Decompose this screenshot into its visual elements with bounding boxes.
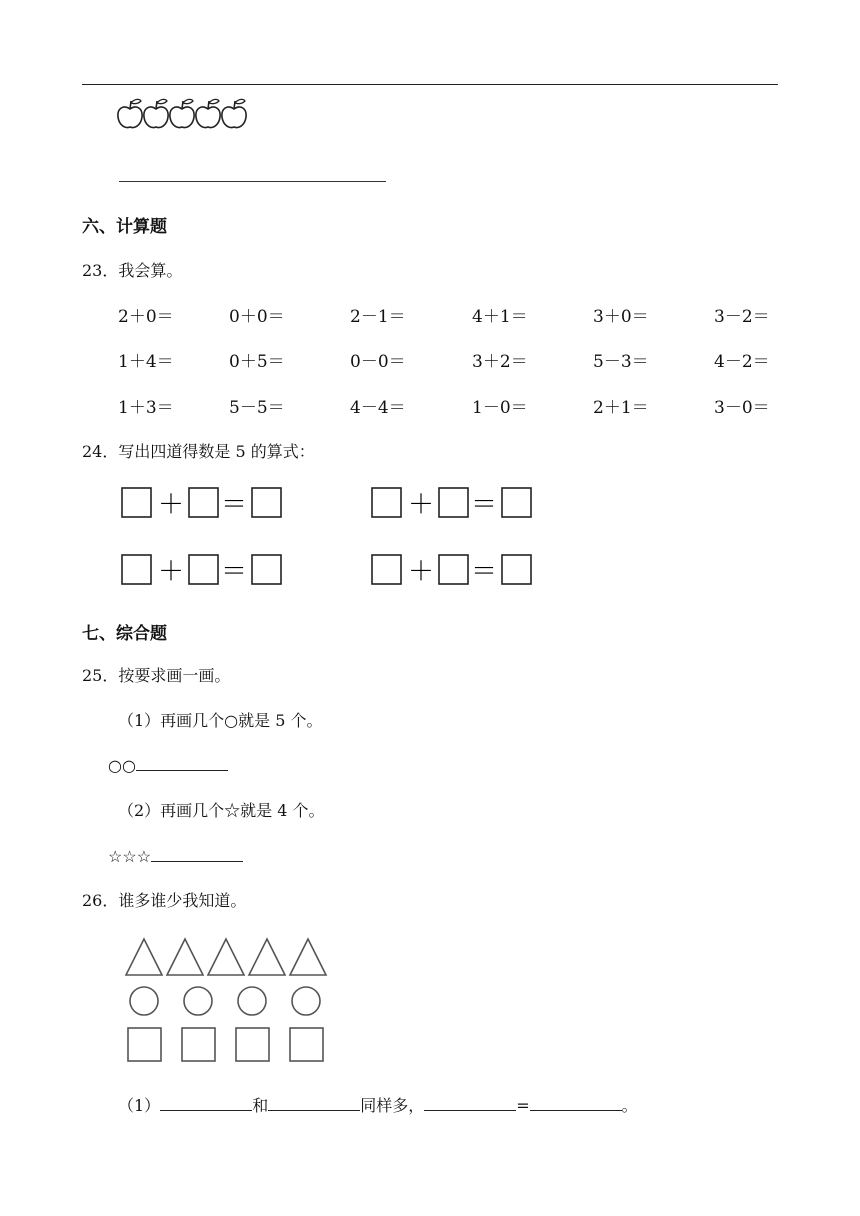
calc-expression: 3＋2＝ [472,352,528,372]
question-25-part2: （2）再画几个☆就是 4 个。 [118,801,325,820]
part1-and: 和 [252,1096,269,1115]
apple-icon [118,99,142,127]
question-25-part1: （1）再画几个○就是 5 个。 [118,711,323,730]
calc-expression: 1－0＝ [472,398,528,418]
question-23-prompt: 23．我会算。 [82,261,183,280]
triangle-shape [208,939,244,975]
shapes-figure [122,934,334,1066]
circle-shape [130,987,158,1015]
calc-expression: 4－4＝ [350,398,406,418]
answer-blank-3[interactable] [424,1093,516,1111]
answer-box[interactable] [502,555,531,584]
equation-row [122,488,281,520]
answer-box[interactable] [252,555,281,584]
circle-shapes: ○○ [108,756,136,775]
question-26-prompt: 26．谁多谁少我知道。 [82,891,247,910]
answer-blank-1[interactable] [160,1093,252,1111]
draw-blank-circles[interactable] [136,753,228,771]
square-shape [236,1028,269,1061]
triangle-shape [249,939,285,975]
equals-sign: ＝ [221,557,248,587]
star-shapes: ☆☆☆ [108,847,152,866]
triangle-shape [290,939,326,975]
calc-expression: 3－0＝ [714,398,770,418]
answer-box[interactable] [252,488,281,517]
answer-box[interactable] [502,488,531,517]
part1-end: 。 [621,1096,638,1115]
calc-expression: 4－2＝ [714,352,770,372]
apples-figure [116,96,261,132]
plus-sign: ＋ [408,490,435,520]
calc-expression: 0＋0＝ [229,307,285,327]
circle-shape [238,987,266,1015]
part1-prefix: （1） [118,1096,161,1115]
question-24-prompt: 24．写出四道得数是 5 的算式： [82,442,315,461]
answer-box[interactable] [122,488,151,517]
calc-expression: 0－0＝ [350,352,406,372]
apple-icon [144,99,168,127]
equals-sign: ＝ [221,490,248,520]
answer-box[interactable] [122,555,151,584]
section-heading-6: 六、计算题 [82,217,167,237]
circle-shape [184,987,212,1015]
question-25-part1-answer [108,753,228,775]
calc-expression: 5－5＝ [229,398,285,418]
calc-expression: 3＋0＝ [593,307,649,327]
equals-sign: ＝ [471,557,498,587]
plus-sign: ＋ [158,490,185,520]
apple-icon [196,99,220,127]
calc-expression: 3－2＝ [714,307,770,327]
answer-line [119,181,386,182]
plus-sign: ＋ [408,557,435,587]
equation-row [122,555,281,587]
equation-boxes [118,482,548,592]
equation-row [372,555,531,587]
draw-blank-stars[interactable] [151,844,243,862]
calc-expression: 2＋0＝ [118,307,174,327]
square-shape [182,1028,215,1061]
answer-box[interactable] [372,488,401,517]
triangle-shape [126,939,162,975]
part1-eq: = [516,1096,530,1115]
calc-expression: 5－3＝ [593,352,649,372]
question-26-part1 [118,1093,638,1116]
triangle-shape [167,939,203,975]
apple-icon [222,99,246,127]
calc-expression: 4＋1＝ [472,307,528,327]
calc-expression: 1＋3＝ [118,398,174,418]
square-shape [290,1028,323,1061]
plus-sign: ＋ [158,557,185,587]
answer-box[interactable] [189,555,218,584]
equation-row [372,488,531,520]
equals-sign: ＝ [471,490,498,520]
answer-box[interactable] [372,555,401,584]
answer-box[interactable] [439,488,468,517]
apple-icon [170,99,194,127]
calc-expression: 0＋5＝ [229,352,285,372]
question-25-part2-answer [108,844,243,866]
part1-same: 同样多， [360,1096,425,1115]
answer-blank-2[interactable] [268,1093,360,1111]
calc-expression: 1＋4＝ [118,352,174,372]
circle-shape [292,987,320,1015]
question-25-prompt: 25．按要求画一画。 [82,666,231,685]
top-rule [82,84,778,85]
answer-box[interactable] [189,488,218,517]
calc-expression: 2－1＝ [350,307,406,327]
answer-blank-4[interactable] [530,1093,622,1111]
section-heading-7: 七、综合题 [82,624,167,644]
answer-box[interactable] [439,555,468,584]
square-shape [128,1028,161,1061]
calc-expression: 2＋1＝ [593,398,649,418]
